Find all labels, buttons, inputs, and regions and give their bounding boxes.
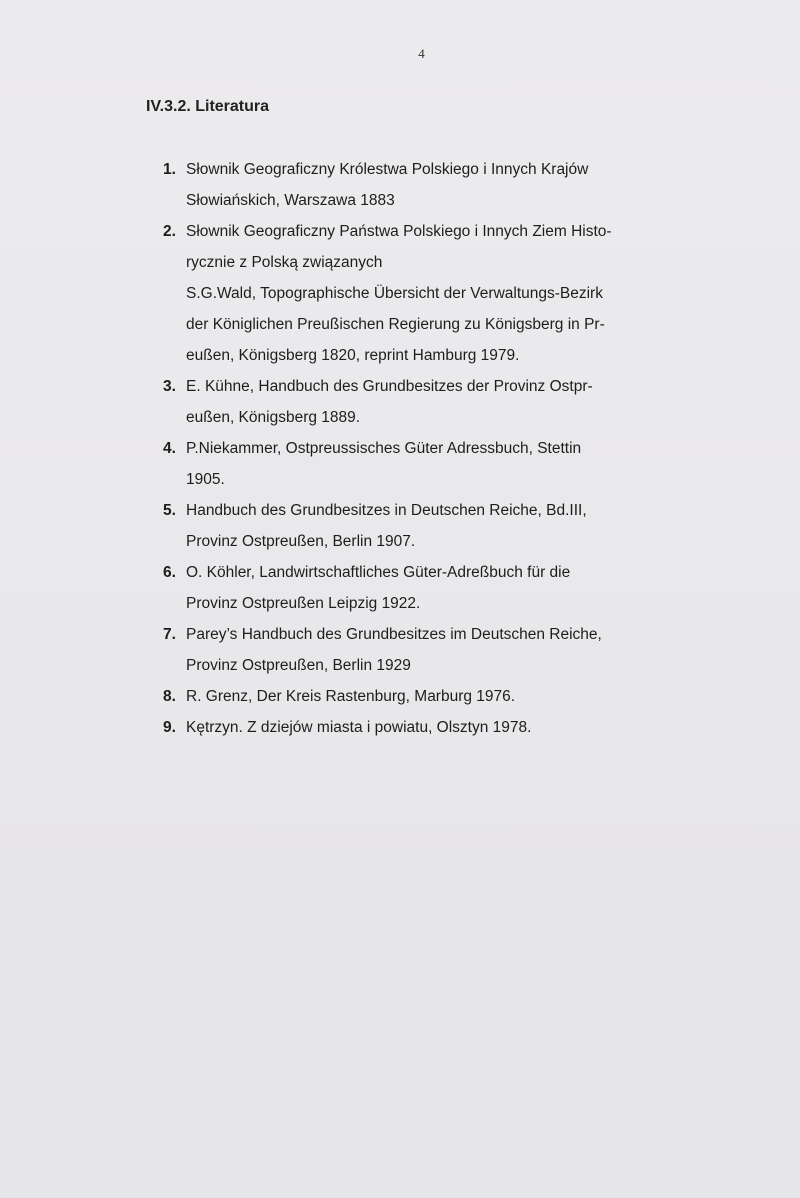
entry-number: 7.	[163, 626, 176, 643]
entry-line: eußen, Königsberg 1820, reprint Hamburg 1979.	[186, 347, 520, 364]
entry-line: E. Kühne, Handbuch des Grundbesitzes der Provinz Ostpr-	[186, 378, 593, 395]
entry-number: 2.	[163, 223, 176, 240]
entry-line: Provinz Ostpreußen Leipzig 1922.	[186, 595, 421, 612]
entry-line: 1905.	[186, 471, 225, 488]
entry-number: 5.	[163, 502, 176, 519]
entry-line: eußen, Königsberg 1889.	[186, 409, 361, 426]
entry-line: R. Grenz, Der Kreis Rastenburg, Marburg 1976.	[186, 688, 516, 705]
entry-number: 9.	[163, 719, 176, 736]
entry-line: der Königlichen Preußischen Regierung zu Königsberg in Pr-	[186, 316, 605, 333]
bibliography-entry	[163, 154, 681, 216]
entry-line: Słownik Geograficzny Królestwa Polskiego i Innych Krajów	[186, 161, 589, 178]
entry-number: 6.	[163, 564, 176, 581]
entry-line: Słowiańskich, Warszawa 1883	[186, 192, 395, 209]
bibliography-entry	[163, 557, 681, 619]
entry-line: Kętrzyn. Z dziejów miasta i powiatu, Olsztyn 1978.	[186, 719, 532, 736]
bibliography-entry	[163, 712, 681, 743]
entry-line: Parey’s Handbuch des Grundbesitzes im Deutschen Reiche,	[186, 626, 602, 643]
entry-line: O. Köhler, Landwirtschaftliches Güter-Adreßbuch für die	[186, 564, 571, 581]
bibliography-entry	[163, 371, 681, 433]
bibliography-entry	[163, 278, 681, 371]
entry-line: Provinz Ostpreußen, Berlin 1907.	[186, 533, 416, 550]
bibliography-entry	[163, 433, 681, 495]
entry-line: Handbuch des Grundbesitzes in Deutschen Reiche, Bd.III,	[186, 502, 587, 519]
entry-line: Provinz Ostpreußen, Berlin 1929	[186, 657, 411, 674]
section-title: IV.3.2. Literatura	[146, 98, 270, 115]
entry-number: 8.	[163, 688, 176, 705]
bibliography-entry	[163, 216, 681, 278]
entry-number: 4.	[163, 440, 176, 457]
entry-number: 3.	[163, 378, 176, 395]
bibliography-list	[163, 154, 681, 743]
entry-number: 1.	[163, 161, 176, 178]
bibliography-entry	[163, 619, 681, 681]
entry-line: rycznie z Polską związanych	[186, 254, 383, 271]
bibliography-entry	[163, 681, 681, 712]
entry-line: S.G.Wald, Topographische Übersicht der Verwaltungs-Bezirk	[186, 285, 603, 302]
page-number: 4	[418, 46, 425, 61]
entry-line: P.Niekammer, Ostpreussisches Güter Adressbuch, Stettin	[186, 440, 582, 457]
entry-line: Słownik Geograficzny Państwa Polskiego i Innych Ziem Histo-	[186, 223, 612, 240]
bibliography-entry	[163, 495, 681, 557]
